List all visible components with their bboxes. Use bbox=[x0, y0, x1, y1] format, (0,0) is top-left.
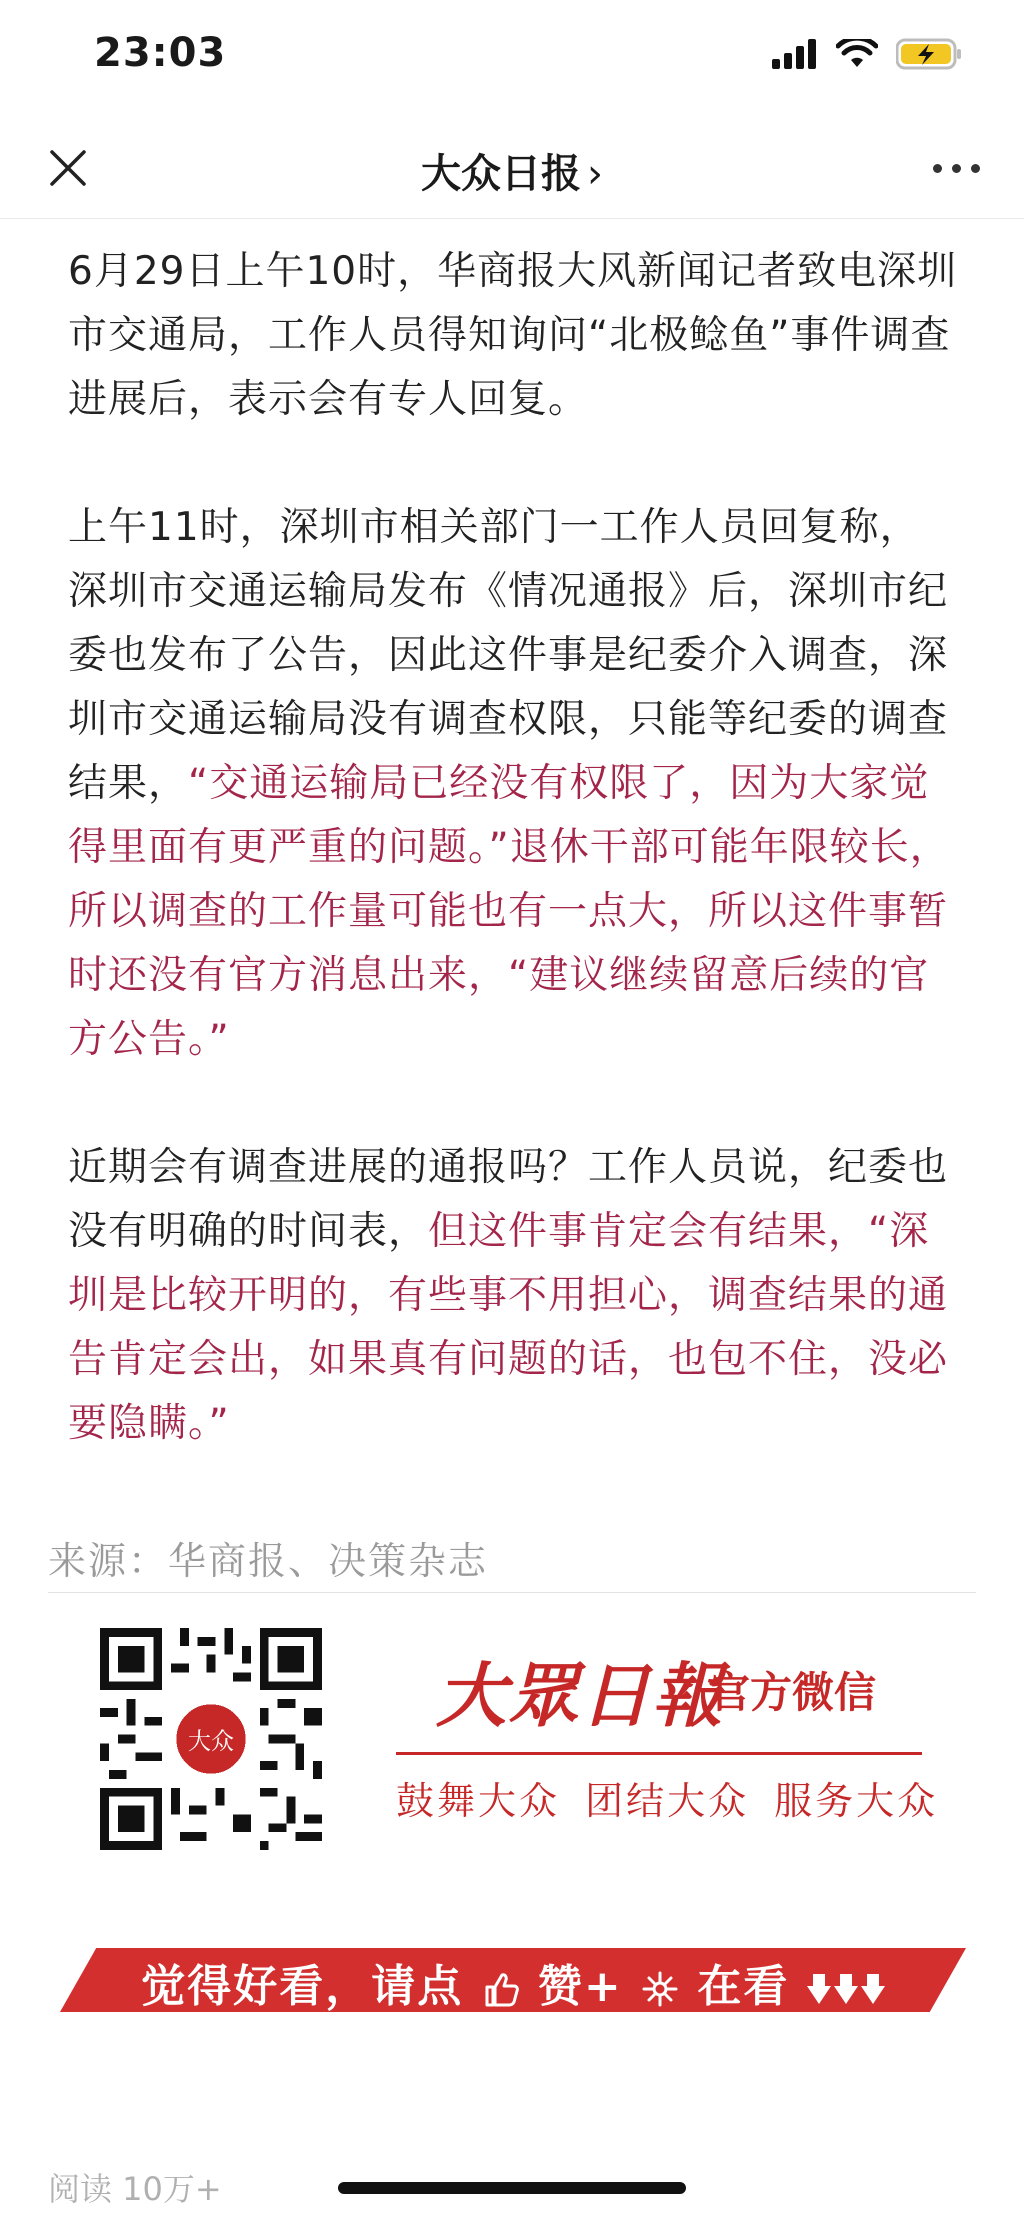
more-dot bbox=[971, 164, 980, 173]
paragraph-2-quote: “交通运输局已经没有权限了，因为大家觉得里面有更严重的问题。”退休干部可能年限较长，所以调查的工作量可能也有一点大，所以这件事暂时还没有官方消息出来，“建议继续留意后续的官方公告。” bbox=[68, 761, 950, 1062]
brand-divider bbox=[396, 1752, 922, 1755]
source-label: 来源：华商报、决策杂志 bbox=[48, 1539, 489, 1583]
status-time: 23:03 bbox=[94, 30, 227, 76]
paragraph-3-quote: 但这件事肯定会有结果，“深圳是比较开明的，有些事不用担心，调查结果的通告肯定会出，如果真有问题的话，也包不住，没必要隐瞒。” bbox=[68, 1209, 949, 1446]
banner-text-prompt: 觉得好看，请点 bbox=[141, 1961, 464, 2012]
divider bbox=[48, 1592, 976, 1593]
article-body bbox=[68, 240, 958, 1520]
status-bar bbox=[0, 0, 1024, 118]
svg-text:大众: 大众 bbox=[187, 1728, 235, 1755]
banner-text-watch: 在看 bbox=[697, 1961, 790, 2012]
more-dot bbox=[933, 164, 942, 173]
battery-charging-icon bbox=[896, 38, 962, 70]
paragraph-3 bbox=[68, 1136, 958, 1456]
signal-icon bbox=[772, 39, 818, 69]
wifi-icon bbox=[836, 39, 878, 69]
account-title: 大众日报 bbox=[421, 151, 581, 197]
banner-content bbox=[60, 1950, 966, 2014]
down-arrows-icon bbox=[807, 1972, 885, 2006]
chevron-right-icon: › bbox=[587, 151, 603, 197]
status-icons bbox=[772, 38, 962, 70]
more-button[interactable] bbox=[928, 156, 984, 180]
nav-bar bbox=[0, 118, 1024, 219]
account-title-link[interactable] bbox=[0, 142, 1024, 199]
read-count: 阅读 10万+ bbox=[48, 2170, 222, 2208]
paragraph-2 bbox=[68, 496, 958, 1072]
slogan: 鼓舞大众 团结大众 服务大众 bbox=[396, 1779, 939, 1823]
paragraph-3-text: 近期会有调查进展的通报吗？工作人员说，纪委也没有明确的时间表， bbox=[68, 1145, 949, 1254]
sparkle-icon bbox=[640, 1969, 680, 2009]
paragraph-1: 6月29日上午10时，华商报大风新闻记者致电深圳市交通局，工作人员得知询问“北极鲶鱼”事件调查进展后，表示会有专人回复。 bbox=[68, 249, 958, 422]
brand-logo: 大眾日報 bbox=[436, 1654, 724, 1737]
home-indicator[interactable] bbox=[338, 2182, 686, 2194]
qr-code-image[interactable] bbox=[100, 1628, 322, 1850]
like-watch-banner[interactable] bbox=[60, 1948, 966, 2012]
paragraph-2-text: 上午11时，深圳市相关部门一工作人员回复称，深圳市交通运输局发布《情况通报》后，深圳市纪委也发布了公告，因此这件事是纪委介入调查，深圳市交通运输局没有调查权限，只能等纪委的调查结果， bbox=[68, 505, 949, 806]
thumbs-up-icon bbox=[481, 1969, 521, 2009]
more-dot bbox=[952, 164, 961, 173]
banner-text-like: 赞+ bbox=[537, 1961, 623, 2012]
official-wechat-label: 官方微信 bbox=[708, 1668, 877, 1717]
